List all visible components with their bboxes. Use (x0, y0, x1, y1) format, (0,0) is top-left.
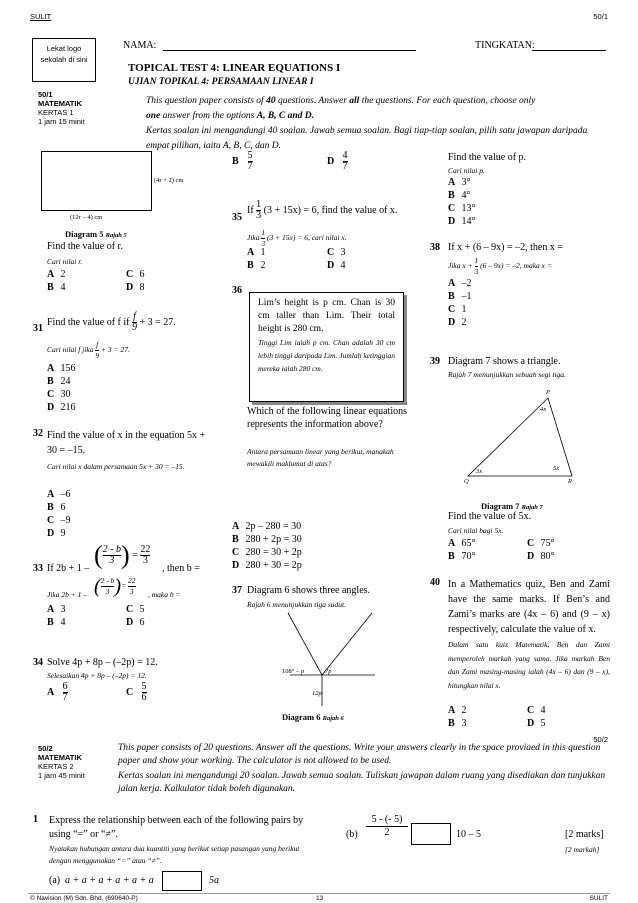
q34-text: Solve 4p + 8p – (–2p) = 12. (47, 657, 158, 668)
q36-box-en: Lim’s height is p cm. Chan is 30 cm taller than Lim. Their total height is 280 cm. (258, 298, 395, 334)
q32-option-a[interactable]: A –6 (47, 489, 71, 500)
q35-option-c[interactable]: C 3 (327, 247, 346, 258)
diagram7-vertex-r: R (568, 478, 572, 485)
q33-number: 33 (33, 563, 43, 574)
p2q1-a-answer-box[interactable] (162, 871, 202, 891)
q37-text: Diagram 6 shows three angles. (247, 585, 371, 596)
q36-number: 36 (232, 285, 242, 296)
p2q1-text: Express the relationship between each of the following pairs by using “=” or “≠”. (49, 815, 304, 840)
q38-option-a[interactable]: A –2 (448, 278, 472, 289)
q37-option-c[interactable]: C 13° (448, 203, 476, 214)
q32-text-ms: Cari nilai x dalam persamaan 5x + 30 = –15. (47, 462, 185, 471)
q31-option-a[interactable]: A 156 (47, 363, 76, 374)
q31-option-c[interactable]: C 30 (47, 389, 71, 400)
q30-option-c[interactable]: C 6 (126, 269, 145, 280)
q33-text-ms-a: Jika 2b + 1 – (47, 590, 88, 599)
diagram5-rectangle (41, 151, 152, 211)
q40-number: 40 (430, 577, 440, 588)
paper2-instructions-en: This paper consists of 20 questions. Answer all the questions. Write your answers clearly in the space proviaed in this question paper and show your working. The calculator is not allowed to be used. (118, 743, 601, 766)
instructions-en: This question paper consists of 40 questions. Answer all the questions. For each question, choose only one answer from the options A, B, C and D. (146, 96, 536, 121)
q34-option-d[interactable]: D $\frac{4}{7}$ (327, 150, 348, 172)
q38-number: 38 (430, 242, 440, 253)
footer-page-number: 13 (316, 895, 324, 902)
q33-text-a: If 2b + 1 – (47, 563, 90, 574)
q35-text-ms: Jika $\frac{1}{3}$ (3 + 15x) = 6, cari nilai x. (247, 228, 347, 248)
p2q1-number: 1 (33, 814, 38, 825)
q37-text-ms: Rajah 6 menunjukkan tiga sudut. (247, 600, 346, 609)
q35-option-a[interactable]: A 1 (247, 247, 266, 258)
diagram6-angles (280, 608, 390, 708)
q36-text: Which of the following linear equations represents the information above? (247, 406, 407, 430)
diagram6-ray-upright (322, 613, 372, 675)
q36-info-box (249, 292, 404, 402)
instructions-ms: Kertas soalan ini mengandungi 40 soalan. Jawab semua soalan. Bagi tiap-tiap soalan, pilih satu jawapan daripada empat pilihan, iaitu A, B, C, dan D. (146, 126, 588, 151)
paper2-time: 1 jam 45 minit (38, 771, 85, 780)
diagram7-angle-q: 3x (476, 468, 483, 475)
diagram6-angle2: 7p (325, 668, 332, 675)
diagram7-vertex-q: Q (464, 478, 469, 485)
q39-find: Find the value of 5x. (448, 511, 532, 522)
q39-number: 39 (430, 356, 440, 367)
q37-find-ms: Cari nilai p. (448, 166, 485, 175)
q40-option-c[interactable]: C 4 (527, 705, 546, 716)
q34-option-b[interactable]: B $\frac{5}{7}$ (232, 150, 253, 172)
q39-option-d[interactable]: D 80° (527, 551, 555, 562)
diagram7-angle-p: 4x (540, 406, 547, 413)
p2q1-b-answer-box[interactable] (411, 823, 451, 845)
paper1-code: 50/1 (38, 90, 53, 99)
footer-divider (28, 893, 610, 894)
q40-text: In a Mathematics quiz, Ben and Zami have the same marks. If Ben’s and Zami’s marks are (4x – 6) and (9 – x) respectively, calculate the value of x. (448, 579, 610, 635)
q40-text-ms: Dalam satu kuiz Matematik, Ben dan Zami memperoleh markah yang sama. Jika markah Ben dan Zami masing-masing ialah (4x – 6) dan (9 – x), hitungkan nilai x. (448, 640, 610, 690)
diagram5-right-label: (4r + 2) cm (154, 177, 184, 184)
q37-number: 37 (232, 585, 242, 596)
q35-text: If $\frac{1}{3}$ (3 + 15x) = 6, find the value of x. (247, 199, 398, 221)
header-left: SULIT (30, 12, 52, 21)
p2q1-a-rhs: 5a (209, 875, 219, 886)
diagram7-caption: Diagram 7 Rajah 7 (481, 501, 543, 511)
p2q1-a-label: (a) (49, 875, 61, 886)
q33-option-d[interactable]: D 6 (126, 617, 145, 628)
q40-option-d[interactable]: D 5 (527, 718, 546, 729)
q33-expression: ( $\frac{2 - b}{3}$ ) = $\frac{22}{3}$ (94, 540, 151, 570)
p2q1-b-fraction (366, 814, 408, 839)
q40-option-a[interactable]: A 2 (448, 705, 467, 716)
q33-text-ms-b: , maka b = (148, 590, 181, 599)
tingkatan-label: TINGKATAN: (475, 40, 535, 51)
p2q1-a-expression: a + a + a + a + a + a (65, 875, 154, 886)
q36-option-c[interactable]: C 280 = 30 + 2p (232, 547, 302, 558)
paper1-time: 1 jam 15 minit (38, 117, 85, 126)
logo-box (32, 38, 96, 82)
paper1-kertas: KERTAS 1 (38, 108, 74, 117)
paper2-subject: MATEMATIK (38, 753, 82, 762)
q30-text-ms: Cari nilai r. (47, 257, 83, 266)
q36-text-ms: Antara persamaan linear yang berikut, manakah mewakili maklumat di atas? (247, 447, 394, 468)
header-right: 50/1 (593, 12, 608, 21)
p2q1-b-denominator: 2 (384, 827, 390, 838)
paper1-info (38, 90, 85, 126)
footer-right: SULIT (589, 895, 608, 902)
diagram6-caption: Diagram 6 Rajah 6 (282, 712, 344, 722)
diagram6-angle3: 12p (312, 690, 322, 697)
q30-text: Find the value of r. (47, 241, 123, 252)
q39-text-ms: Rajah 7 menunjukkan sebuah segi tiga. (448, 370, 566, 379)
p2q1-b-numerator: 5 - (- 5) (366, 814, 408, 827)
q34-option-a[interactable]: A $\frac{6}{7}$ (47, 681, 68, 703)
logo-box-text: Lekat logo sekolah di sini (40, 44, 88, 64)
q31-option-b[interactable]: B 24 (47, 376, 71, 387)
q38-option-d[interactable]: D 2 (448, 317, 467, 328)
q33-option-b[interactable]: B 4 (47, 617, 66, 628)
q34-option-c[interactable]: C $\frac{5}{6}$ (126, 681, 147, 703)
title-en: TOPICAL TEST 4: LINEAR EQUATIONS I (128, 62, 341, 74)
diagram5-bottom-label: (12r – 4) cm (70, 214, 103, 221)
q35-option-b[interactable]: B 2 (247, 260, 266, 271)
q36-option-a[interactable]: A 2p – 280 = 30 (232, 521, 302, 532)
q35-number: 35 (232, 212, 242, 223)
q34-text-ms: Selesaikan 4p + 8p – (–2p) = 12. (47, 671, 147, 680)
paper1-subject: MATEMATIK (38, 99, 82, 108)
q32-number: 32 (33, 428, 43, 439)
p2q1-marks: [2 marks] (565, 829, 604, 840)
p2q1-marks-ms: [2 markah] (565, 845, 600, 854)
tingkatan-line[interactable] (532, 50, 606, 51)
q37-option-a[interactable]: A 3° (448, 177, 471, 188)
footer-copyright: © Navision (M) Sdn. Bhd. (690640-P) (30, 895, 138, 902)
q32-option-b[interactable]: B 6 (47, 502, 66, 513)
q30-option-a[interactable]: A 2 (47, 269, 66, 280)
q31-option-d[interactable]: D 216 (47, 402, 76, 413)
q39-option-c[interactable]: C 75° (527, 538, 555, 549)
q35-option-d[interactable]: D 4 (327, 260, 346, 271)
q37-find: Find the value of p. (448, 152, 527, 163)
q38-option-c[interactable]: C 1 (448, 304, 467, 315)
q31-text-ms: Cari nilai f jika $\frac{f}{9}$ + 3 = 27. (47, 340, 130, 360)
diagram6-angle1: 108° – p (282, 668, 305, 675)
q36-option-d[interactable]: D 280 + 30 = 2p (232, 560, 302, 571)
diagram7-vertex-p: P (546, 389, 550, 396)
q39-option-b[interactable]: B 70° (448, 551, 476, 562)
q33-text-b: , then b = (162, 563, 200, 574)
nama-line[interactable] (163, 50, 416, 51)
paper2-info (38, 744, 85, 780)
title-ms: UJIAN TOPIKAL 4: PERSAMAAN LINEAR I (128, 77, 314, 87)
q30-option-d[interactable]: D 8 (126, 282, 145, 293)
q39-find-ms: Cari nilai bagi 5x. (448, 526, 504, 535)
q36-option-b[interactable]: B 280 + 2p = 30 (232, 534, 302, 545)
q31-text: Find the value of f if $\frac{f}{9}$ + 3 = 27. (47, 311, 176, 333)
paper2-instructions-ms: Kertas soalan ini mengandungi 20 soalan. Jawab semua soalan. Tuliskan jawapan dalam ruang yang disediakan dan tunjukkan jalan kerja. Kalkulator tidak boleh digunakan. (118, 771, 606, 794)
p2q1-text-ms: Nyatakan hubungan antara dua kuantiti yang berikut setiap pasangan yang berikut dengan menggunakan “=” atau “≠”. (49, 844, 300, 865)
q32-option-c[interactable]: C –9 (47, 515, 71, 526)
q39-text: Diagram 7 shows a triangle. (448, 356, 561, 367)
q33-option-c[interactable]: C 5 (126, 604, 145, 615)
q34-number: 34 (33, 657, 43, 668)
paper2-code-right: 50/2 (593, 735, 608, 744)
diagram5-caption: Diagram 5 Rajah 5 (65, 229, 127, 239)
q30-option-b[interactable]: B 4 (47, 282, 66, 293)
q37-option-b[interactable]: B 4° (448, 190, 471, 201)
q33-option-a[interactable]: A 3 (47, 604, 66, 615)
q32-option-d[interactable]: D 9 (47, 528, 66, 539)
q38-text: If x + (6 – 9x) = –2, then x = (448, 242, 563, 253)
q33-expression-ms: ( $\frac{2 - b}{3}$ )= $\frac{22}{3}$ (94, 575, 136, 598)
q36-box-ms: Tinggi Lim ialah p cm. Chan adalah 30 cm lebih tinggi daripada Lim. Jumlah ketinggian mereka ialah 280 cm. (258, 338, 395, 373)
q39-option-a[interactable]: A 65° (448, 538, 476, 549)
paper2-code: 50/2 (38, 744, 53, 753)
p2q1-b-label: (b) (346, 829, 358, 840)
q37-option-d[interactable]: D 14° (448, 216, 476, 227)
diagram7-angle-r: 5x (553, 465, 560, 472)
p2q1-b-rhs: 10 – 5 (456, 829, 481, 840)
q40-option-b[interactable]: B 3 (448, 718, 467, 729)
paper2-kertas: KERTAS 2 (38, 762, 74, 771)
nama-label: NAMA: (123, 40, 157, 51)
q38-option-b[interactable]: B –1 (448, 291, 472, 302)
q32-text: Find the value of x in the equation 5x + 30 = –15. (47, 430, 206, 456)
q38-text-ms: Jika x + $\frac{1}{3}$ (6 – 9x) = –2, maka x = (448, 256, 552, 276)
q31-number: 31 (33, 323, 43, 334)
diagram6-ray-upleft (288, 613, 322, 675)
